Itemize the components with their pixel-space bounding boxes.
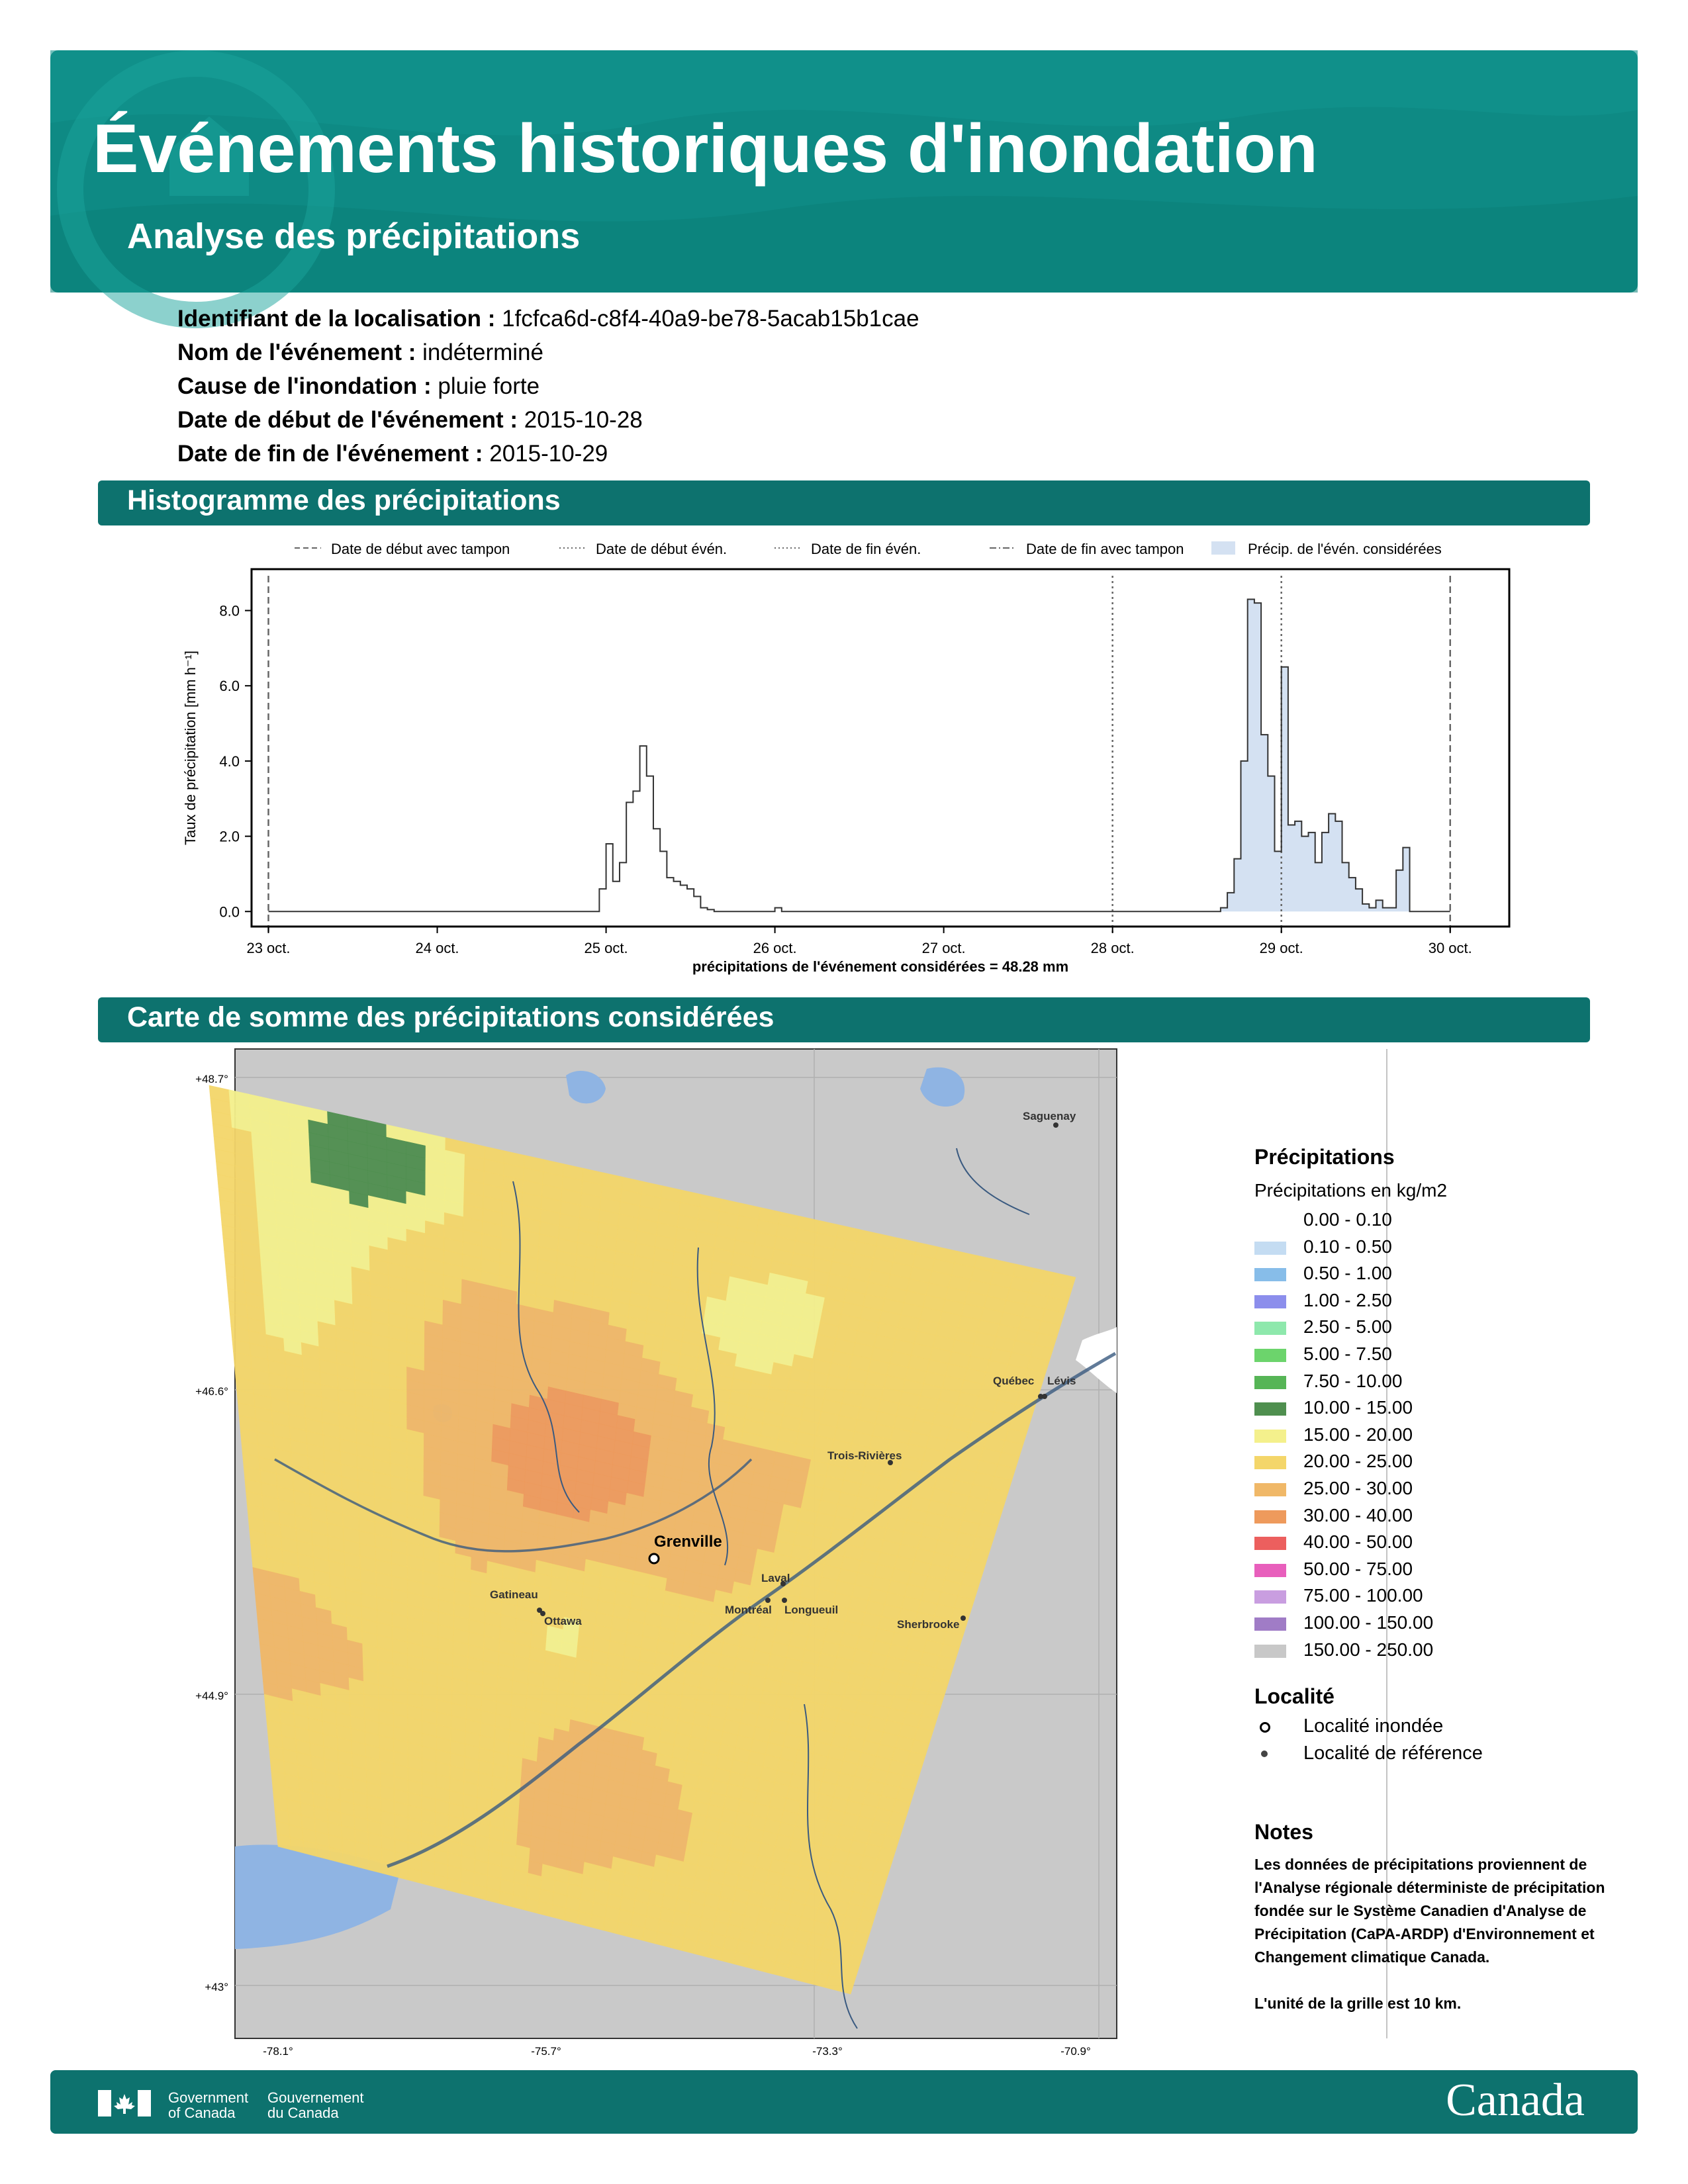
legend-item <box>1254 1235 1532 1261</box>
legend-label: 10.00 - 15.00 <box>1303 1397 1413 1418</box>
legend-item <box>1254 1369 1532 1396</box>
y-tick-label: 4.0 <box>219 752 240 770</box>
legend-swatch <box>1254 1295 1286 1308</box>
x-tick-label: 29 oct. <box>1259 940 1303 956</box>
flooded-label: Grenville <box>654 1533 722 1551</box>
info-label: Date de fin de l'événement : <box>177 441 483 467</box>
locality-label: Localité inondée <box>1303 1715 1444 1737</box>
city-label: Sherbrooke <box>897 1618 960 1631</box>
gov-fr-line2: du Canada <box>267 2105 339 2121</box>
legend-swatch <box>1254 1214 1286 1228</box>
notes-text <box>1254 1853 1612 2015</box>
legend-label: 0.10 - 0.50 <box>1303 1236 1392 1257</box>
legend-label: 40.00 - 50.00 <box>1303 1531 1413 1553</box>
city-label: Ottawa <box>544 1615 582 1627</box>
info-value: pluie forte <box>438 373 540 399</box>
legend-item <box>1254 1261 1532 1288</box>
info-label: Cause de l'inondation : <box>177 373 432 399</box>
legend-label: 0.00 - 0.10 <box>1303 1209 1392 1230</box>
info-event-name <box>177 340 543 366</box>
legend-item <box>1254 1504 1532 1530</box>
legend-swatch <box>1254 1430 1286 1443</box>
section-map-header <box>98 997 1590 1042</box>
y-axis-label: Taux de précipitation [mm h⁻¹] <box>182 650 199 846</box>
legend-swatch <box>1254 1617 1286 1631</box>
info-label: Identifiant de la localisation : <box>177 306 496 332</box>
page-title: Événements historiques d'inondation <box>93 111 1318 187</box>
legend-item <box>1254 1289 1532 1315</box>
city-label: Québec <box>993 1375 1035 1387</box>
legend-label: Date de début évén. <box>596 541 727 557</box>
legend-swatch <box>1254 1376 1286 1389</box>
legend-item <box>1254 1557 1532 1584</box>
legend-label: Précip. de l'évén. considérées <box>1248 541 1442 557</box>
legend-swatch <box>1254 1322 1286 1335</box>
info-value: 2015-10-28 <box>524 407 643 433</box>
legend-item <box>1254 1449 1532 1476</box>
legend-label: Date de fin évén. <box>811 541 921 557</box>
legend-label: Date de début avec tampon <box>331 541 510 557</box>
legend-label: 1.00 - 2.50 <box>1303 1289 1392 1310</box>
legend-subtitle: Précipitations en kg/m2 <box>1254 1180 1448 1201</box>
legend-label: 20.00 - 25.00 <box>1303 1451 1413 1472</box>
legend-item <box>1254 1638 1532 1664</box>
x-tick-label: 27 oct. <box>921 940 966 956</box>
legend-label: 15.00 - 20.00 <box>1303 1424 1413 1445</box>
legend-label: 50.00 - 75.00 <box>1303 1558 1413 1579</box>
legend-swatch <box>1254 1456 1286 1469</box>
legend-entry <box>990 541 1184 557</box>
x-tick-label: 24 oct. <box>415 940 459 956</box>
legend-label: 150.00 - 250.00 <box>1303 1639 1434 1660</box>
gov-en-line2: of Canada <box>168 2105 236 2121</box>
lon-label: -73.3° <box>812 2045 843 2058</box>
lon-label: -75.7° <box>531 2045 561 2058</box>
y-tick-label: 8.0 <box>219 602 240 619</box>
city-label: Laval <box>761 1572 790 1584</box>
legend-swatch <box>1254 1564 1286 1577</box>
page-subtitle: Analyse des précipitations <box>127 216 581 256</box>
legend-swatch <box>1254 1510 1286 1524</box>
legend-entry <box>559 541 727 557</box>
open-circle-icon <box>1260 1722 1270 1733</box>
x-axis-label: précipitations de l'événement considérées = 48.28 mm <box>692 958 1069 975</box>
legend-swatch <box>1254 1590 1286 1604</box>
legend-label: 5.00 - 7.50 <box>1303 1343 1392 1364</box>
footer-bar <box>50 2070 1638 2134</box>
canada-wordmark: Canada <box>1446 2075 1585 2126</box>
legend-item <box>1254 1396 1532 1422</box>
section-title: Histogramme des précipitations <box>127 484 561 516</box>
legend-entry <box>295 541 510 557</box>
gov-en <box>168 2090 248 2120</box>
legend-swatch <box>1254 1242 1286 1255</box>
info-value: 1fcfca6d-c8f4-40a9-be78-5acab15b1cae <box>502 306 919 332</box>
city-dot <box>782 1598 787 1603</box>
legend-swatch <box>1254 1349 1286 1362</box>
reference-city <box>897 1615 966 1631</box>
legend-label: Date de fin avec tampon <box>1026 541 1184 557</box>
gov-fr <box>267 2090 364 2120</box>
legend-label: 25.00 - 30.00 <box>1303 1478 1413 1498</box>
legend-swatch <box>1254 1268 1286 1281</box>
info-end-date <box>177 441 608 467</box>
city-label: Lévis <box>1047 1375 1076 1387</box>
info-value: 2015-10-29 <box>489 441 608 467</box>
y-tick-label: 0.0 <box>219 903 240 921</box>
legend-swatch <box>1254 1483 1286 1496</box>
notes-grid-unit: L'unité de la grille est 10 km. <box>1254 1995 1462 2012</box>
lat-label: +48.7° <box>195 1073 228 1085</box>
canada-flag-icon <box>98 2090 151 2116</box>
legend-label: 0.50 - 1.00 <box>1303 1263 1392 1284</box>
legend-entry <box>1211 541 1442 557</box>
info-label: Date de début de l'événement : <box>177 407 518 433</box>
x-tick-label: 30 oct. <box>1428 940 1472 956</box>
y-tick-label: 6.0 <box>219 678 240 695</box>
locality-flooded <box>1254 1715 1519 1742</box>
x-tick-label: 28 oct. <box>1090 940 1135 956</box>
city-label: Montréal <box>725 1604 772 1616</box>
legend-item <box>1254 1423 1532 1449</box>
city-label: Trois-Rivières <box>827 1449 902 1462</box>
legend-swatch <box>1254 1645 1286 1658</box>
legend-swatch <box>1211 541 1235 555</box>
info-start-date <box>177 407 643 433</box>
info-value: indéterminé <box>422 340 543 365</box>
legend-swatch <box>1254 1537 1286 1550</box>
legend-label: 2.50 - 5.00 <box>1303 1316 1392 1338</box>
legend-title: Précipitations <box>1254 1145 1395 1169</box>
legend-item <box>1254 1315 1532 1342</box>
x-tick-label: 23 oct. <box>246 940 291 956</box>
legend-label: 75.00 - 100.00 <box>1303 1585 1423 1606</box>
city-dot <box>765 1598 771 1603</box>
precipitation-map <box>195 1049 1125 2058</box>
legend-swatch <box>1254 1402 1286 1416</box>
legend-item <box>1254 1611 1532 1637</box>
lon-label: -78.1° <box>263 2045 293 2058</box>
city-label: Gatineau <box>490 1588 538 1601</box>
notes-title: Notes <box>1254 1820 1313 1844</box>
legend-label: 30.00 - 40.00 <box>1303 1504 1413 1525</box>
legend-entry <box>774 541 921 557</box>
locality-label: Localité de référence <box>1303 1743 1483 1764</box>
legend-item <box>1254 1477 1532 1503</box>
legend-item <box>1254 1342 1532 1369</box>
city-dot <box>1053 1122 1058 1128</box>
gov-fr-line1: Gouvernement <box>267 2089 364 2106</box>
info-label: Nom de l'événement : <box>177 340 416 365</box>
gov-en-line1: Government <box>168 2089 249 2106</box>
city-label: Longueuil <box>784 1604 839 1616</box>
reference-city <box>761 1572 790 1586</box>
section-histogram-header <box>98 480 1590 525</box>
flooded-marker <box>649 1554 659 1563</box>
x-tick-label: 26 oct. <box>753 940 797 956</box>
legend-item <box>1254 1208 1532 1234</box>
locality-reference <box>1254 1743 1519 1769</box>
info-flood-cause <box>177 373 539 400</box>
city-dot <box>1042 1394 1047 1399</box>
legend-item <box>1254 1530 1532 1557</box>
lat-label: +46.6° <box>195 1385 228 1398</box>
lat-label: +44.9° <box>195 1690 228 1702</box>
locality-title: Localité <box>1254 1684 1335 1708</box>
y-tick-label: 2.0 <box>219 828 240 845</box>
lat-label: +43° <box>205 1981 228 1993</box>
info-location-id <box>177 306 919 332</box>
legend-item <box>1254 1584 1532 1610</box>
city-dot <box>961 1615 966 1621</box>
filled-dot-icon <box>1261 1751 1268 1757</box>
legend-label: 7.50 - 10.00 <box>1303 1370 1403 1391</box>
notes-body: Les données de précipitations proviennent de l'Analyse régionale déterministe de précipitation fondée sur le Système Canadien d'Analyse de Précipitation (CaPA-ARDP) d'Environnement et Changement climatique Canada. <box>1254 1856 1605 1966</box>
city-label: Saguenay <box>1023 1110 1076 1122</box>
lon-label: -70.9° <box>1060 2045 1091 2058</box>
legend-label: 100.00 - 150.00 <box>1303 1612 1434 1633</box>
x-tick-label: 25 oct. <box>584 940 628 956</box>
section-title: Carte de somme des précipitations considérées <box>127 1001 774 1033</box>
header-banner <box>50 50 1638 293</box>
precipitation-histogram <box>165 529 1523 993</box>
